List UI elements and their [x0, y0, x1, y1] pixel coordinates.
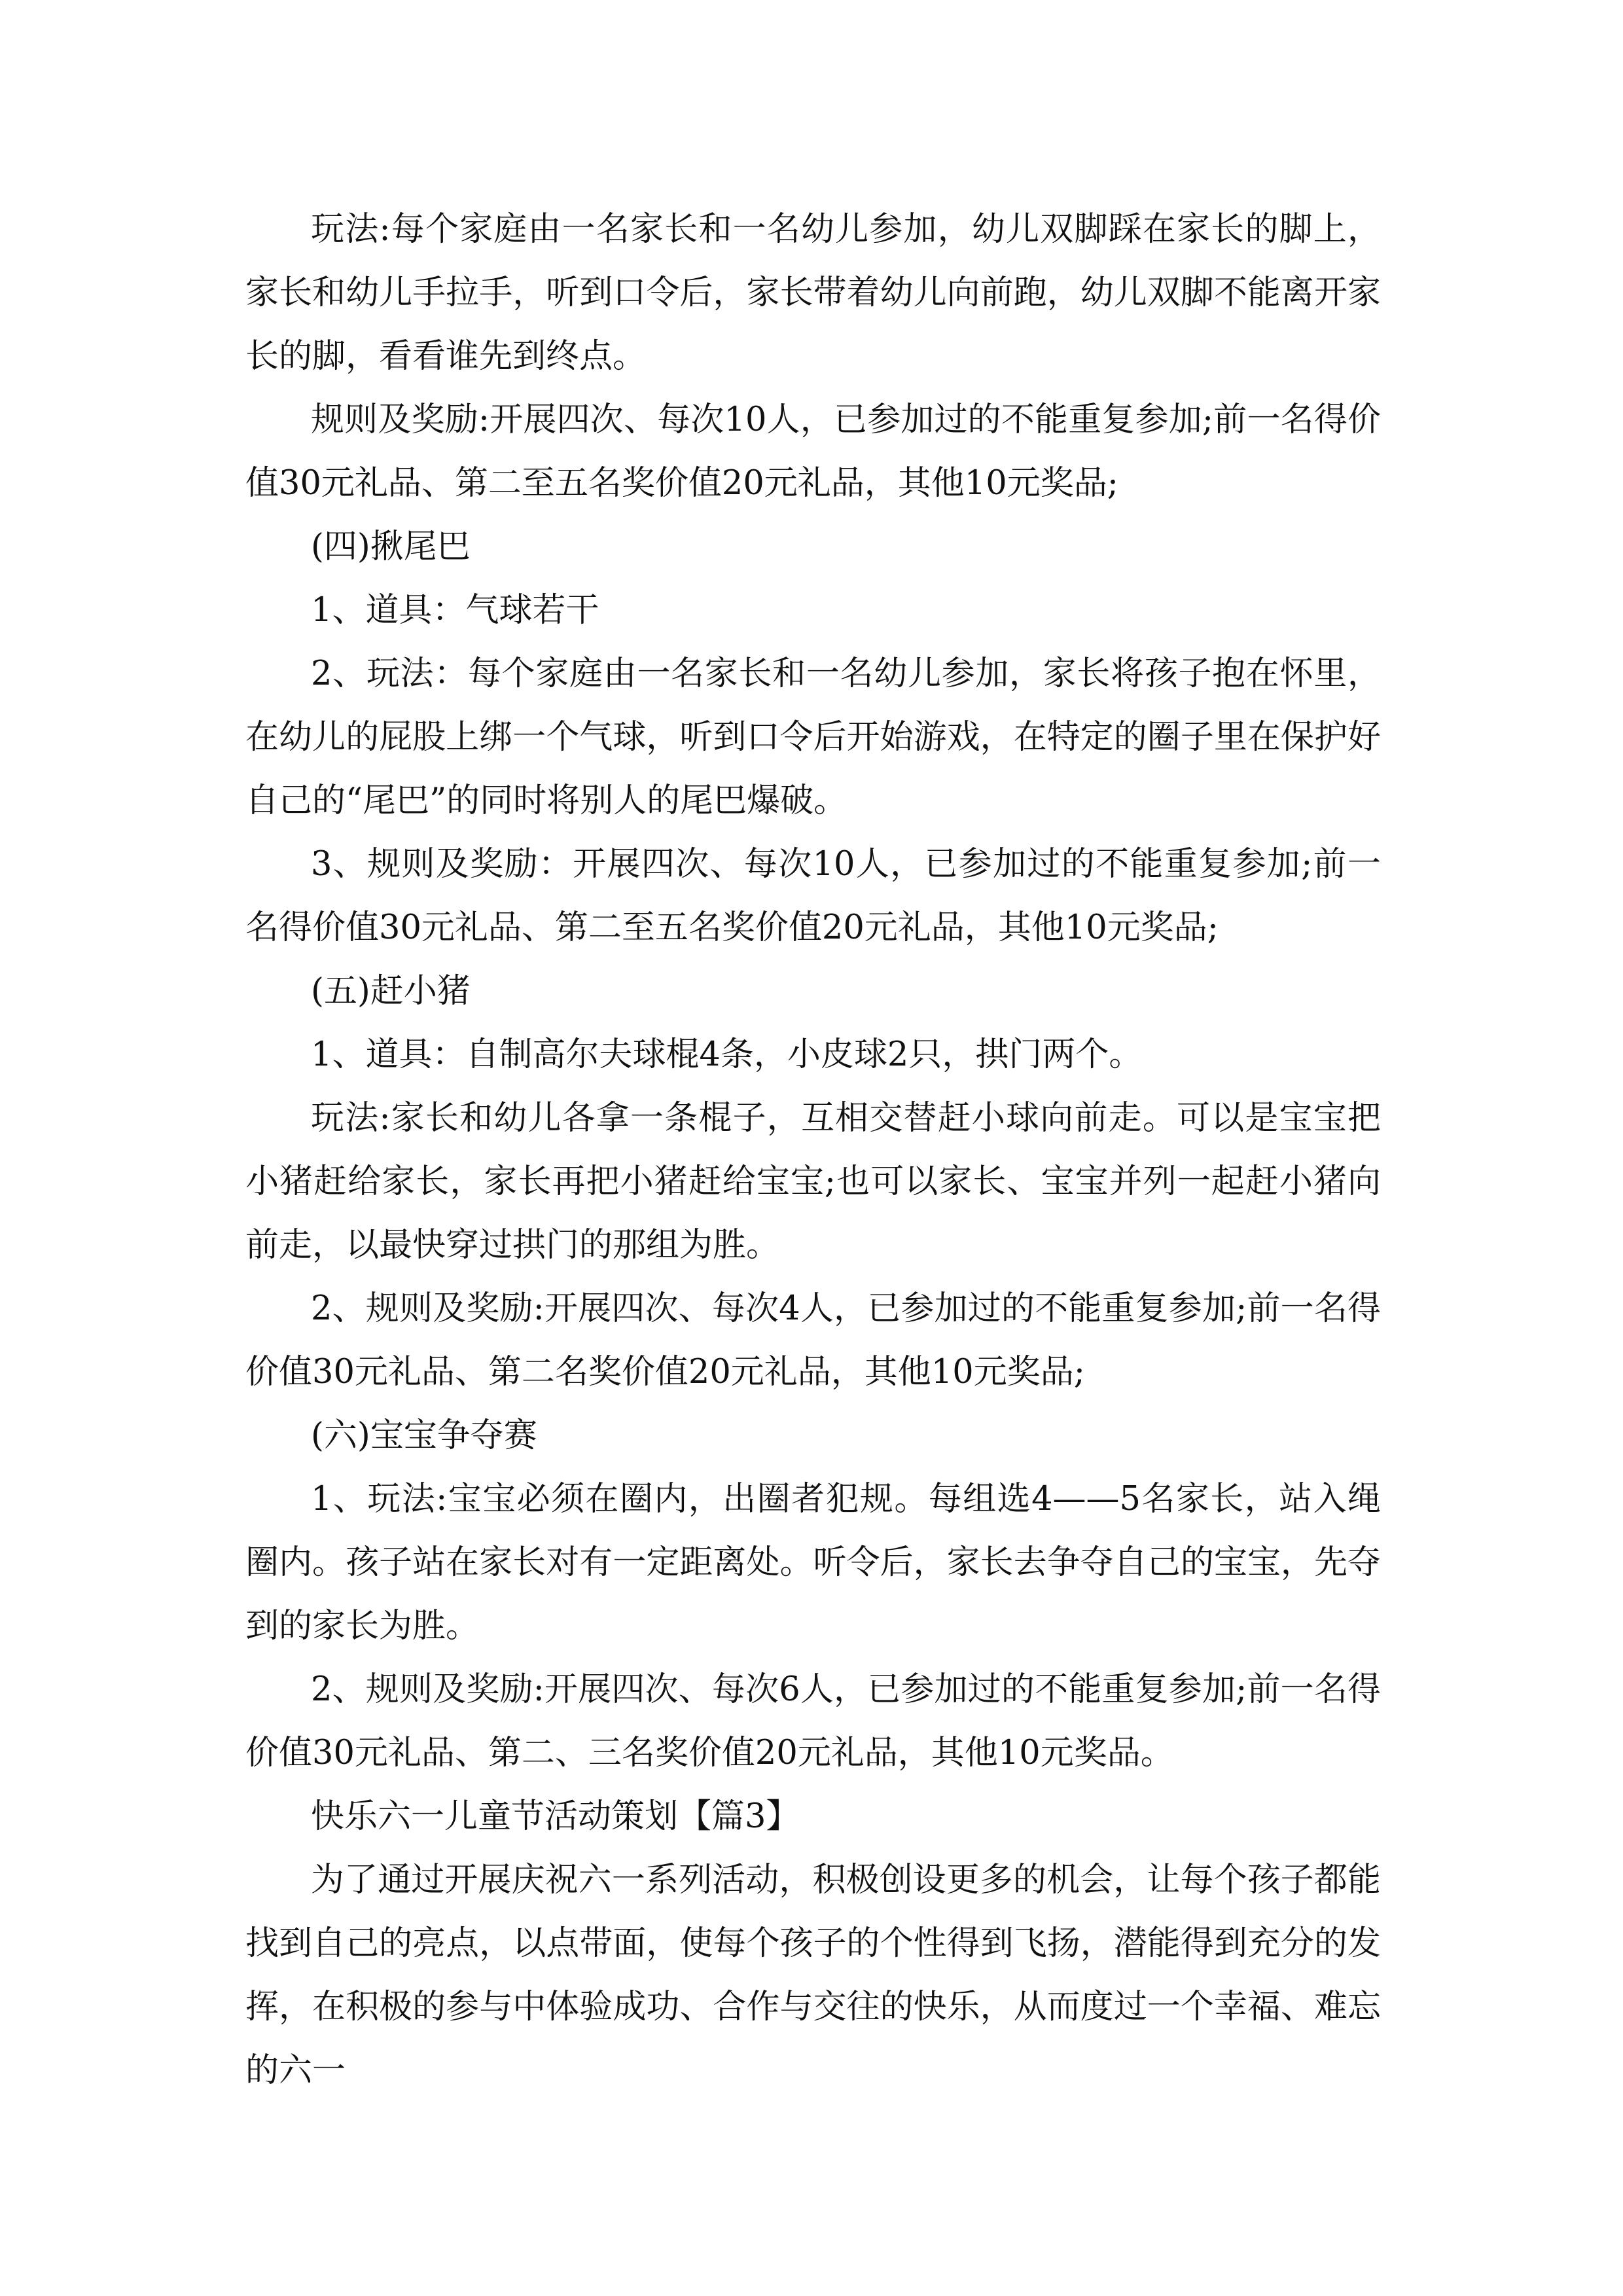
paragraph-rewards-piggyback: 规则及奖励:开展四次、每次10人，已参加过的不能重复参加;前一名得价值30元礼品、第二至五名奖价值20元礼品，其他10元奖品;: [245, 401, 1381, 503]
paragraph-play-rules-piggyback: 玩法:每个家庭由一名家长和一名幼儿参加，幼儿双脚踩在家长的脚上，家长和幼儿手拉手，听到口令后，家长带着幼儿向前跑，幼儿双脚不能离开家长的脚，看看谁先到终点。: [245, 210, 1381, 376]
section-heading-tail-grab: (四)揪尾巴: [311, 528, 471, 566]
paragraph-play-herd-piglet: 玩法:家长和幼儿各拿一条棍子，互相交替赶小球向前走。可以是宝宝把小猪赶给家长，家长再把小猪赶给宝宝;也可以家长、宝宝并列一起赶小猪向前走，以最快穿过拱门的那组为胜。: [245, 1099, 1381, 1265]
section-heading-baby-contest: (六)宝宝争夺赛: [311, 1416, 537, 1455]
paragraph-play-tail-grab: 2、玩法：每个家庭由一名家长和一名幼儿参加，家长将孩子抱在怀里，在幼儿的屁股上绑一个气球，听到口令后开始游戏，在特定的圈子里在保护好自己的“尾巴”的同时将别人的尾巴爆破。: [245, 655, 1381, 820]
paragraph-rewards-baby-contest: 2、规则及奖励:开展四次、每次6人，已参加过的不能重复参加;前一名得价值30元礼品、第二、三名奖价值20元礼品，其他10元奖品。: [245, 1670, 1381, 1772]
paragraph-play-baby-contest: 1、玩法:宝宝必须在圈内，出圈者犯规。每组选4——5名家长，站入绳圈内。孩子站在家长对有一定距离处。听令后，家长去争夺自己的宝宝，先夺到的家长为胜。: [245, 1480, 1381, 1645]
paragraph-props-tail-grab: 1、道具：气球若干: [311, 591, 599, 630]
paragraph-props-herd-piglet: 1、道具：自制高尔夫球棍4条，小皮球2只，拱门两个。: [311, 1035, 1143, 1074]
paragraph-rewards-tail-grab: 3、规则及奖励：开展四次、每次10人，已参加过的不能重复参加;前一名得价值30元礼品、第二至五名奖价值20元礼品，其他10元奖品;: [245, 845, 1381, 947]
article-heading-part3: 快乐六一儿童节活动策划【篇3】: [311, 1797, 800, 1836]
paragraph-rewards-herd-piglet: 2、规则及奖励:开展四次、每次4人，已参加过的不能重复参加;前一名得价值30元礼品、第二名奖价值20元礼品，其他10元奖品;: [245, 1289, 1381, 1391]
document-body: [245, 198, 1381, 2102]
section-heading-herd-piglet: (五)赶小猪: [311, 972, 471, 1011]
paragraph-intro-part3: 为了通过开展庆祝六一系列活动，积极创设更多的机会，让每个孩子都能找到自己的亮点，以点带面，使每个孩子的个性得到飞扬，潜能得到充分的发挥，在积极的参与中体验成功、合作与交往的快乐，从而度过一个幸福、难忘的六一: [245, 1861, 1381, 2090]
